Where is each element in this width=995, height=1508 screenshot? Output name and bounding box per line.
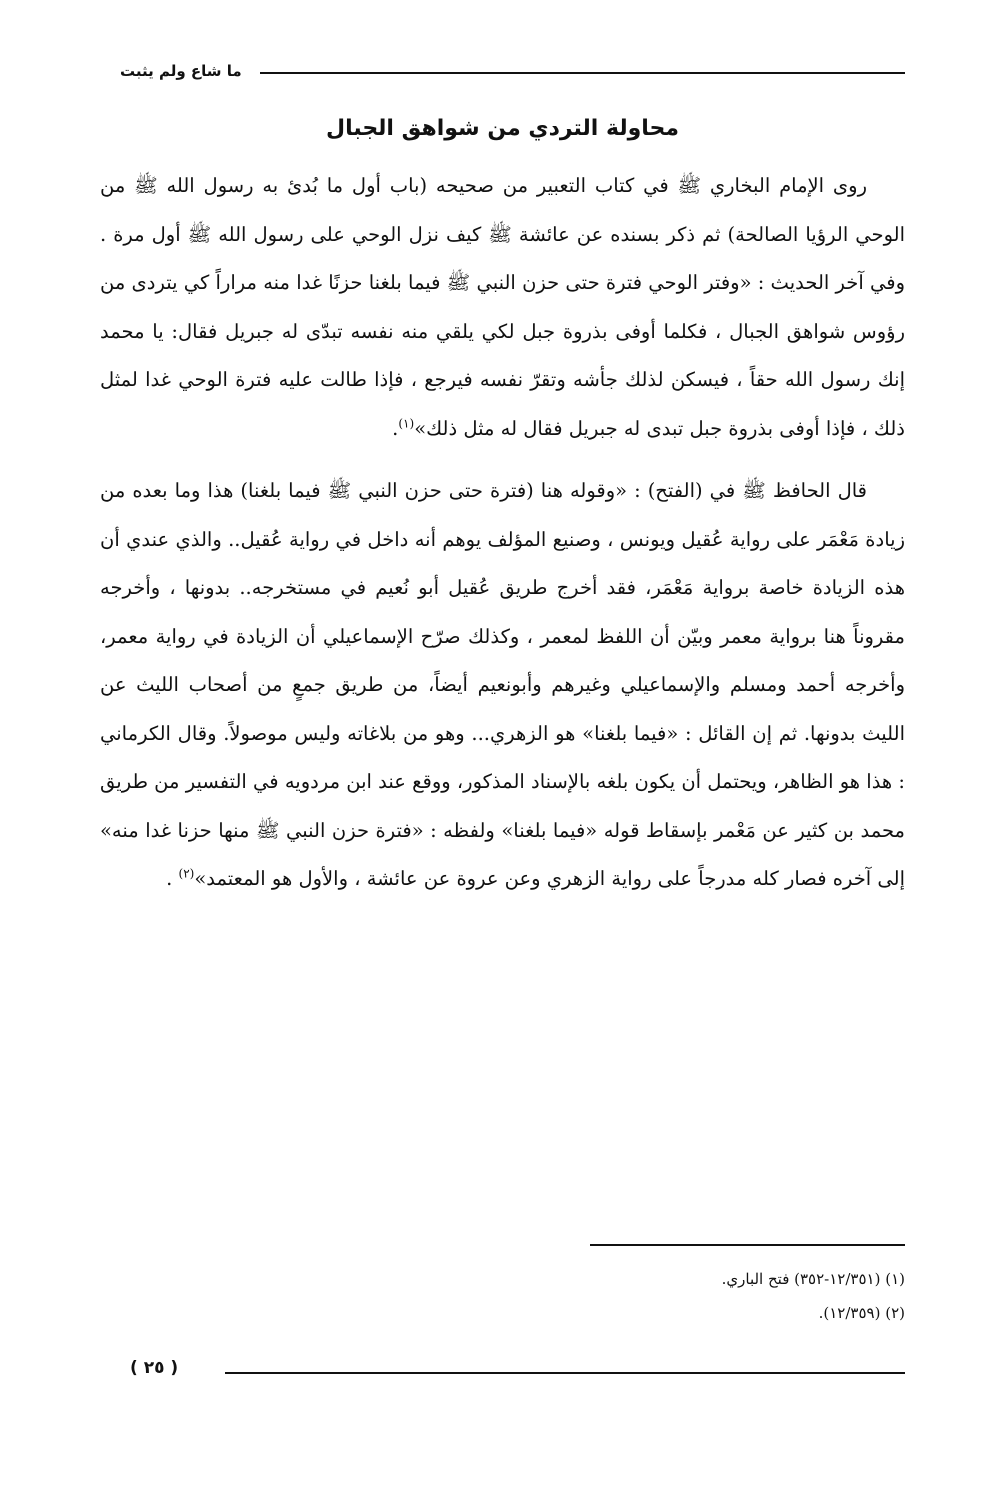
footer-rule (225, 1372, 905, 1374)
paragraph-text: روى الإمام البخاري ﷺ في كتاب التعبير من صحيحه (باب أول ما بُدئ به رسول الله ﷺ من الوحي الرؤيا الصالحة) ثم ذكر بسنده عن عائشة ﷺ كيف نزل الوحي على رسول الله ﷺ أول مرة . وفي آخر الحديث : «وفتر الوحي فترة حتى حزن النبي ﷺ فيما بلغنا حزنًا غدا منه مراراً كي يتردى من رؤوس شواهق الجبال ، فكلما أوفى بذروة جبل لكي يلقي منه نفسه تبدّى له جبريل فقال: يا محمد إنك رسول الله حقاً ، فيسكن لذلك جأشه وتقرّ نفسه فيرجع ، فإذا طالت عليه فترة الوحي غدا لمثل ذلك ، فإذا أوفى بذروة جبل تبدى له جبريل فقال له مثل ذلك» (100, 174, 905, 440)
footnote: (١) (١٢/٣٥١-٣٥٢) فتح الباري. (721, 1270, 905, 1288)
paragraph-tail: . (166, 867, 179, 890)
paragraph-text: قال الحافظ ﷺ في (الفتح) : «وقوله هنا (فترة حتى حزن النبي ﷺ فيما بلغنا) هذا وما بعده من زيادة مَعْمَر على رواية عُقيل ويونس ، وصنيع المؤلف يوهم أنه داخل في رواية عُقيل.. والذي عندي أن هذه الزيادة خاصة برواية مَعْمَر، فقد أخرج طريق عُقيل أبو نُعيم في مستخرجه.. بدونها ، وأخرجه مقروناً هنا برواية معمر وبيّن أن اللفظ لمعمر ، وكذلك صرّح الإسماعيلي أن الزيادة في رواية معمر، وأخرجه أحمد ومسلم والإسماعيلي وغيرهم وأبونعيم أيضاً، من طريق جمعٍ من أصحاب الليث عن الليث بدونها. ثم إن القائل : «فيما بلغنا» هو الزهري... وهو من بلاغاته وليس موصولاً. وقال الكرماني : هذا هو الظاهر، ويحتمل أن يكون بلغه بالإسناد المذكور، ووقع عند ابن مردويه في التفسير من طريق محمد بن كثير عن مَعْمر بإسقاط قوله «فيما بلغنا» ولفظه : «فترة حزن النبي ﷺ منها حزنا غدا منه» إلى آخره فصار كله مدرجاً على رواية الزهري وعن عروة عن عائشة ، والأول هو المعتمد» (100, 479, 905, 890)
footnote-ref: (٢) (178, 866, 195, 881)
footnote: (٢) (١٢/٣٥٩). (818, 1304, 905, 1322)
paragraph-tail: . (392, 416, 399, 440)
header-rule (260, 72, 905, 74)
paragraph (100, 467, 905, 904)
body-text (100, 162, 905, 904)
page-footer (120, 1358, 905, 1388)
paragraph (100, 162, 905, 453)
page-number: ( ٢٥ ) (130, 1358, 179, 1378)
footnotes (300, 1262, 905, 1330)
running-title: ما شاع ولم يثبت (120, 62, 242, 80)
running-header (120, 62, 905, 86)
footnote-rule (590, 1244, 905, 1246)
section-title: محاولة التردي من شواهق الجبال (325, 116, 680, 141)
footnote-ref: (١) (398, 416, 415, 430)
